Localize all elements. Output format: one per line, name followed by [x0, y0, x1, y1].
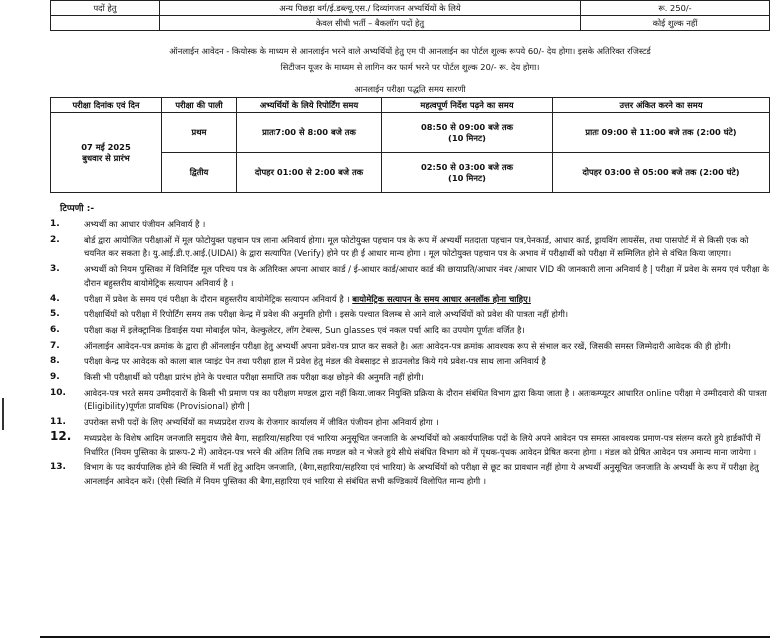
note-item [40, 371, 770, 385]
fee-cell: रू. 250/- [581, 1, 770, 16]
note-number: 6. [50, 324, 60, 335]
note-text: उपरोक्त सभी पदों के लिए अभ्यर्थियों का मध्यप्रदेश राज्य के रोजगार कार्यालय में जीवित पंजीयन होना अनिवार्य होगा । [84, 417, 439, 428]
note-text: परीक्षार्थियों को परीक्षा में रिपोर्टिंग समय तक परीक्षा केन्द्र में प्रवेश की अनुमति होगी । इसके पश्चात विलम्ब से आने वाले अभ्यर्थियों को प्रवेश की पात्रता नहीं होगी। [84, 309, 569, 320]
shift-cell: द्वितीय [162, 153, 237, 193]
notice-line: सिटीजन यूजर के माध्यम से लागिन कर फार्म भरने पर पोर्टल शुल्क 20/- रू. देय होगा। [280, 62, 540, 72]
instruction-duration: (10 मिनट) [448, 172, 486, 183]
note-item [40, 324, 770, 338]
schedule-title: आनलाईन परीक्षा पद्धति समय सारणी [354, 84, 466, 94]
instruction-cell [382, 113, 553, 153]
table-row [51, 1, 770, 16]
instruction-time: 02:50 से 03:00 बजे तक [421, 161, 513, 172]
notice-line: ऑनलाईन आवेदन - कियोस्क के माध्यम से आनलाईन भरने वाले अभ्यर्थियों हेतु एम पी आनलाईन का पोर्टल शुल्क रूपये 60/- देय होगा। इसके अतिरिक्त रजिस्टर्ड [169, 46, 651, 56]
note-text: परीक्षा में प्रवेश के समय एवं परीक्षा के दौरान बहुस्तरीय बायोमेट्रिक सत्यापन अनिवार्य है । [84, 293, 350, 304]
note-item [40, 340, 770, 354]
note-text: ऑनलाईन आवेदन-पत्र क्रमांक के द्वारा ही ऑनलाईन परीक्षा हेतु अभ्यर्थी अपना प्रवेश-पत्र प्राप्त कर सकते है। अतः आवेदन-पत्र क्रमांक आवश्यक रूप से संभाल कर रखें, जिसकी समस्त जिम्मेदारी आवेदक की ही होगी। [84, 340, 731, 351]
note-text: अभ्यर्थी का आधार पंजीयन अनिवार्य है । [84, 219, 206, 229]
note-number: 7. [50, 340, 60, 351]
note-number: 9. [50, 372, 60, 383]
fee-cell: अन्य पिछड़ा वर्ग/ई.डब्ल्यू.एस./ दिव्यांगजन अभ्यर्थियों के लिये [160, 1, 581, 16]
note-number: 2. [50, 234, 60, 245]
note-item [40, 428, 770, 459]
answer-cell: प्रातः 09:00 से 11:00 बजे तक (2:00 घंटे) [553, 113, 770, 153]
column-header: अभ्यर्थियों के लिये रिपोर्टिंग समय [237, 98, 382, 113]
note-number: 10. [50, 387, 66, 398]
table-row [51, 16, 770, 31]
note-underlined-text: बायोमेट्रिक सत्यापन के समय आधार अनलॉक होना चाहिए। [352, 293, 531, 304]
fee-cell [51, 16, 160, 31]
note-text: विभाग के पद कार्यपालिक होने की स्थिति में भर्ती हेतु आदिम जनजाति, (बैगा,सहारिया/सहरिया एवं भारिया) के अभ्यर्थियों को परीक्षा से छूट का प्रावधान नहीं होगा ये अभ्यर्थी अनुसूचित जनजाति के अभ्यर्थी के रूप में परीक्षा हेतु आनलाईन आवेदन करें। (ऐसी स्थिति में नियम पुस्तिका की बैगा,सहारिया एवं भारिया से संबंधित सभी कण्डिकायें विलोपित मान्य होगी । [84, 462, 759, 486]
note-item [40, 387, 770, 414]
fee-cell: पदों हेतु [51, 1, 160, 16]
note-text: अभ्यर्थी को नियम पुस्तिका में विनिर्दिष्ट मूल परिचय पत्र के अतिरिक्त अपना आधार कार्ड / ई-आधार कार्ड/आधार कार्ड की छायाप्रति/आधार नंबर /आधार VID की जानकारी लाना अनिवार्य है | परीक्षा में प्रवेश के समय एवं परीक्षा के दौरान बहुस्तरीय बायोमेट्रिक सत्यापन अनिवार्य है । [84, 264, 769, 288]
column-header: उत्तर अंकित करने का समय [553, 98, 770, 113]
note-text: बोर्ड द्वारा आयोजित परीक्षाओं में मूल फोटोयुक्त पहचान पत्र लाना अनिवार्य होगा। मूल फोटोयुक्त पहचान पत्र के रूप में अभ्यर्थी मतदाता पहचान पत्र,पेनकार्ड, आधार कार्ड, ड्रायविंग लायसेंस, तथा पासपोर्ट में से किसी एक को चयनित कर सकता है। यु.आई.डी.ए.आई.(UIDAI) के द्वारा सत्यापित (Verify) होने पर ही ई आधार मान्य होगा । मूल फोटोयुक्त पहचान पत्र के अभाव में परीक्षार्थी को परीक्षा में सम्मिलित होने से वंचित किया जाएगा। [84, 234, 749, 259]
instruction-time: 08:50 से 09:00 बजे तक [421, 121, 513, 132]
exam-day: बुधवार से प्रारंभ [82, 152, 130, 163]
note-item [40, 308, 770, 322]
note-item [40, 293, 770, 307]
portal-fee-notice [50, 43, 770, 75]
exam-date: 07 मई 2025 [81, 141, 131, 152]
note-text: परीक्षा केन्द्र पर आवेदक को काला बाल प्वाइंट पेन तथा परीक्षा हाल में प्रवेश हेतु मंडल की वेबसाइट से डाउनलोड किये गये प्रवेश-पत्र साथ लाना अनिवार्य है [84, 356, 546, 367]
schedule-table [50, 97, 770, 193]
scan-mark [2, 398, 4, 430]
remarks-title: टिप्पणी :- [60, 204, 95, 214]
column-header: परीक्षा दिनांक एवं दिन [51, 98, 162, 113]
column-header: परीक्षा की पाली [162, 98, 237, 113]
note-item [40, 263, 770, 290]
answer-cell: दोपहर 03:00 से 05:00 बजे तक (2:00 घंटे) [553, 153, 770, 193]
note-number: 8. [50, 356, 60, 367]
reporting-cell: दोपहर 01:00 से 2:00 बजे तक [237, 153, 382, 193]
note-item [40, 234, 770, 261]
instruction-cell [382, 153, 553, 193]
fee-cell: कोई शुल्क नहीं [581, 16, 770, 31]
bottom-rule [40, 636, 770, 638]
table-header-row [51, 98, 770, 113]
instruction-duration: (10 मिनट) [448, 132, 486, 143]
note-number: 13. [50, 462, 66, 473]
note-number: 4. [50, 293, 60, 304]
notes-list [40, 218, 770, 491]
note-item [40, 355, 770, 369]
note-item [40, 218, 770, 232]
shift-cell: प्रथम [162, 113, 237, 153]
reporting-cell: प्रातः7:00 से 8:00 बजे तक [237, 113, 382, 153]
note-text: मध्यप्रदेश के विशेष आदिम जनजाति समुदाय जैसे बैगा, सहारिया/सहरिया एवं भारिया अनुसूचित जनजाति के अभ्यर्थियों को अकार्यपालिक पदों के लिये अपने आवेदन पत्र समस्त आवश्यक प्रमाण-पत्र संलग्न करते हुये हार्डकॉपी में निर्धारित (नियम पुस्तिका के प्रारूप-2 में) आवेदन-पत्र भरने की अंतिम तिथि तक मण्डल को न भेजते हुये सीधे संबंधित विभाग को में पृथक-पृथक आवेदन प्रेषित करना होगा । मंडल को प्रेषित आवेदन पत्र अमान्य माना जायेगा । [84, 432, 761, 457]
note-item [40, 416, 770, 430]
note-text: किसी भी परीक्षार्थी को परीक्षा प्रारंभ होने के पश्चात परीक्षा समाप्ति तक परीक्षा कक्ष छोड़ने की अनुमति नहीं होगी। [84, 372, 424, 383]
note-number: 3. [50, 264, 60, 275]
note-item [40, 461, 770, 488]
note-number: 12. [50, 428, 72, 443]
note-number: 1. [50, 219, 60, 229]
fee-cell: केवल सीधी भर्ती – बैकलॉग पदों हेतु [160, 16, 581, 31]
fee-table [50, 0, 770, 31]
note-number: 11. [50, 417, 66, 428]
note-text: परीक्षा कक्ष में इलेक्ट्रानिक डिवाईस यथा मोबाईल फोन, केल्कुलेटर, लॉग टेबल्स, Sun glasses एवं नकल पर्चा आदि का उपयोग पूर्णतः वर्जित है। [84, 324, 525, 335]
note-number: 5. [50, 309, 60, 320]
column-header: महत्वपूर्ण निर्देश पढ़ने का समय [382, 98, 553, 113]
exam-date-cell [51, 113, 162, 193]
note-text: आवेदन-पत्र भरते समय उम्मीदवारों के किसी भी प्रमाण पत्र का परीक्षण मण्डल द्वारा नहीं किया.जाकर नियुक्ति प्रक्रिया के दौरान संबंधित विभाग द्वारा किया जाता है । अतःकम्प्यूटर आधारित online परीक्षा मे उम्मीदवारो की पात्रता (Eligibility)पूर्णतः प्रावधिक (Provisional) होगी | [84, 387, 767, 412]
table-row [51, 113, 770, 153]
